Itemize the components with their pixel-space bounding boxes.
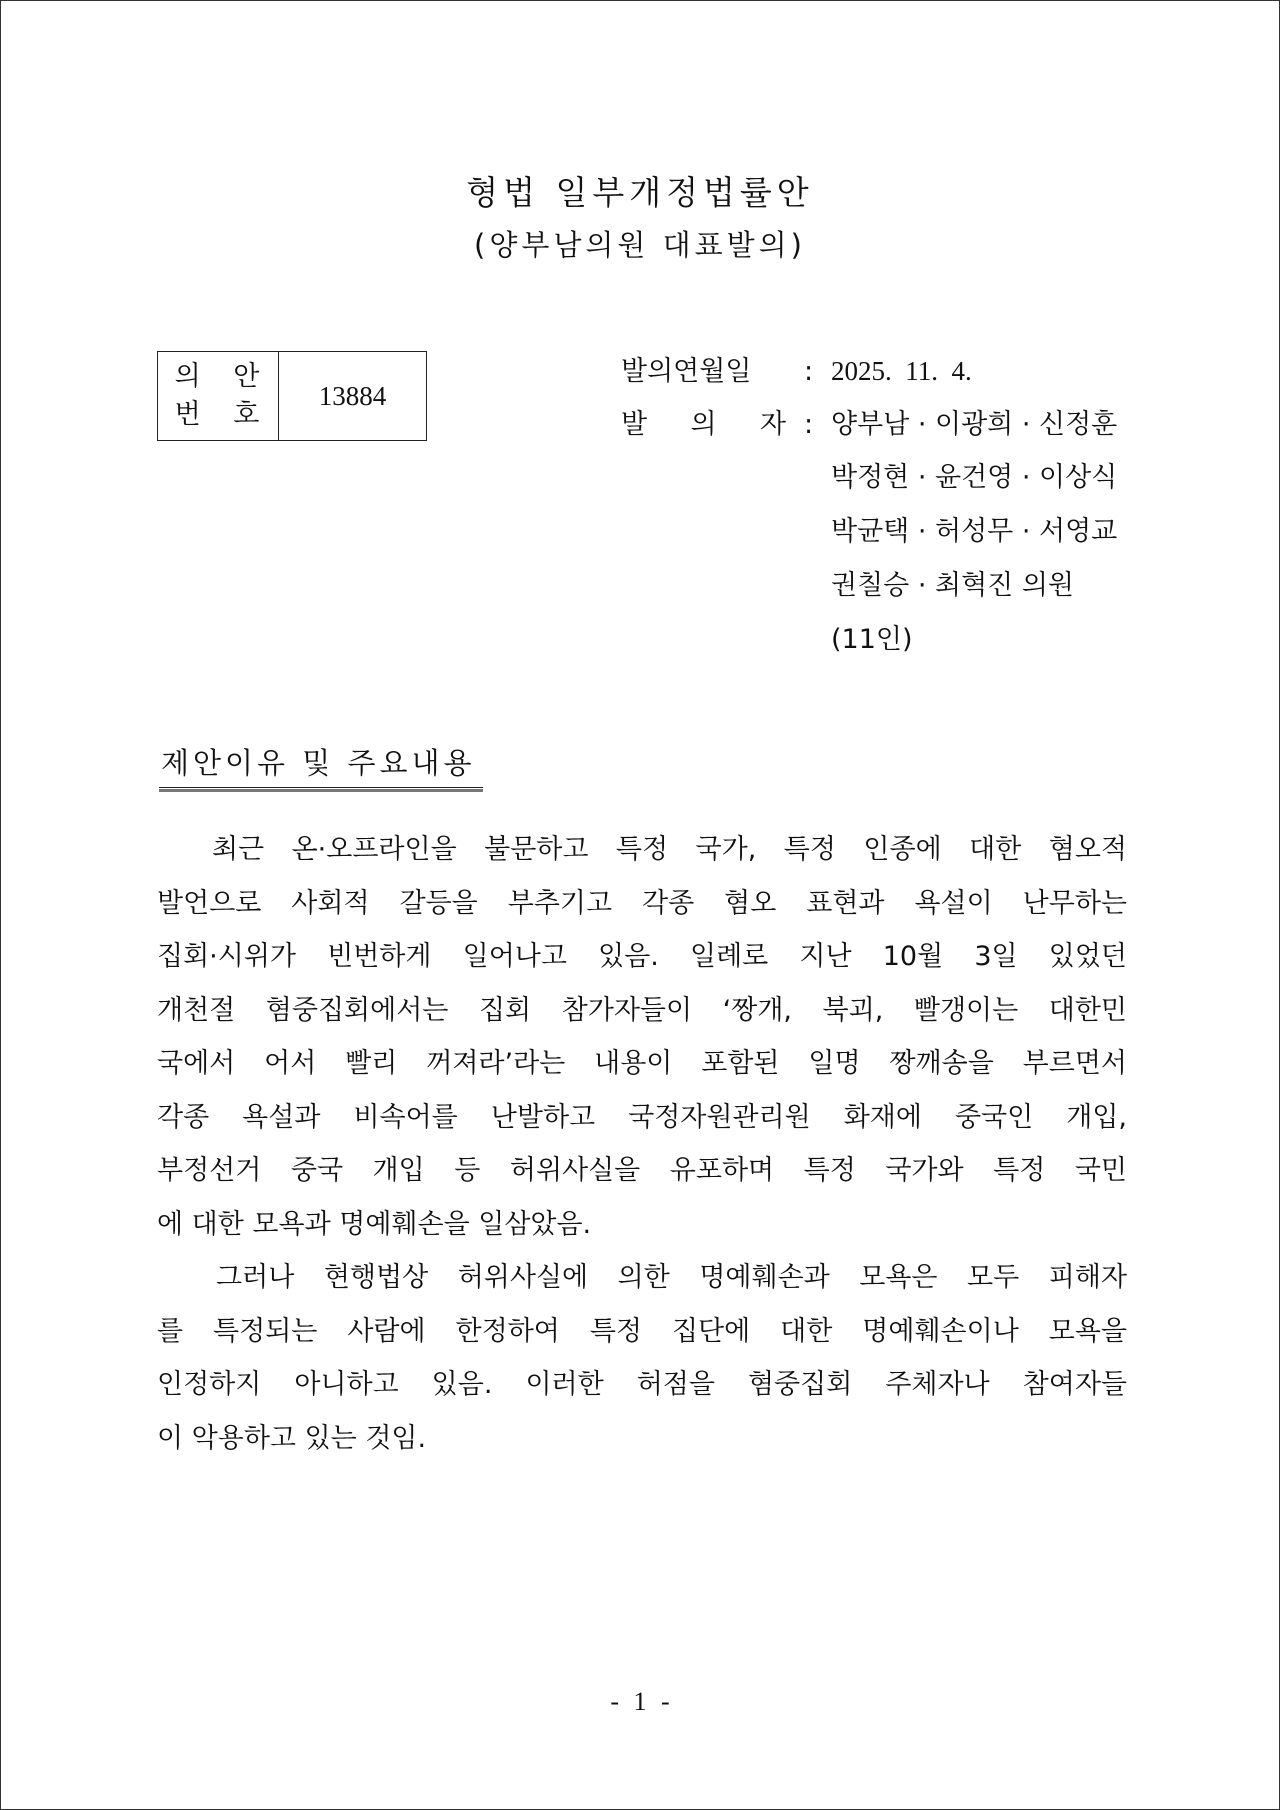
body-line: 에 대한 모욕과 명예훼손을 일삼았음. <box>157 1208 592 1240</box>
body-text <box>157 823 1127 1465</box>
body-line: 최근 온·오프라인을 불문하고 특정 국가, 특정 인종에 대한 혐오적 <box>157 834 1127 865</box>
body-line: 부정선거 중국 개입 등 허위사실을 유포하며 특정 국가와 특정 국민 <box>157 1155 1127 1186</box>
body-line: 개천절 혐중집회에서는 집회 참가자들이 ‘짱개, 북괴, 빨갱이는 대한민 <box>157 994 1127 1026</box>
sponsor-lines-continued <box>621 451 1117 667</box>
proposal-date-row <box>621 345 1117 398</box>
proposal-date-label: 발의연월일 <box>621 356 752 387</box>
sponsor-line: 박정현 · 윤건영 · 이상식 <box>831 462 1118 493</box>
sponsors-label-char: 자 <box>759 409 786 440</box>
bill-subtitle: (양부남의원 대표발의) <box>474 228 806 262</box>
colon: : <box>803 409 814 440</box>
body-line: 를 특정되는 사람에 한정하여 특정 집단에 대한 명예훼손이나 모욕을 <box>157 1315 1127 1347</box>
body-line: 집회·시위가 빈번하게 일어나고 있음. 일례로 지난 10월 3일 있었던 <box>157 941 1127 972</box>
colon: : <box>803 356 814 387</box>
section-heading: 제안이유 및 주요내용 <box>161 746 476 780</box>
sponsor-line: 양부남 · 이광희 · 신정훈 <box>831 409 1118 440</box>
body-line: 각종 욕설과 비속어를 난발하고 국정자원관리원 화재에 중국인 개입, <box>157 1101 1127 1133</box>
body-line: 발언으로 사회적 갈등을 부추기고 각종 혐오 표현과 욕설이 난무하는 <box>157 887 1127 919</box>
bill-number-box <box>157 351 427 441</box>
bill-meta <box>621 345 1117 667</box>
bill-number-label-line1: 의 안 <box>174 361 272 392</box>
sponsors-label-char: 발 <box>621 409 648 440</box>
body-line: 이 악용하고 있는 것임. <box>157 1422 427 1454</box>
proposal-date-value: 2025. 11. 4. <box>831 356 972 386</box>
body-line: 국에서 어서 빨리 꺼져라’라는 내용이 포함된 일명 짱깨송을 부르면서 <box>157 1048 1127 1079</box>
page-number: - 1 - <box>610 1687 670 1716</box>
bill-title: 형법 일부개정법률안 <box>466 173 814 212</box>
body-line: 인정하지 아니하고 있음. 이러한 허점을 혐중집회 주체자나 참여자들 <box>157 1369 1127 1400</box>
sponsors-label <box>621 398 786 451</box>
sponsor-line: 권칠승 · 최혁진 의원 <box>831 570 1074 601</box>
sponsor-line: 박균택 · 허성무 · 서영교 <box>831 516 1118 547</box>
sponsors-row <box>621 398 1117 451</box>
body-line: 그러나 현행법상 허위사실에 의한 명예훼손과 모욕은 모두 피해자 <box>157 1262 1127 1293</box>
bill-number-label <box>158 352 279 440</box>
sponsor-count: (11인) <box>831 624 913 655</box>
sponsors-label-char: 의 <box>690 409 717 440</box>
bill-number-value: 13884 <box>318 380 387 411</box>
section-heading-underline <box>159 787 483 792</box>
bill-number-label-line2: 번 호 <box>174 399 272 430</box>
